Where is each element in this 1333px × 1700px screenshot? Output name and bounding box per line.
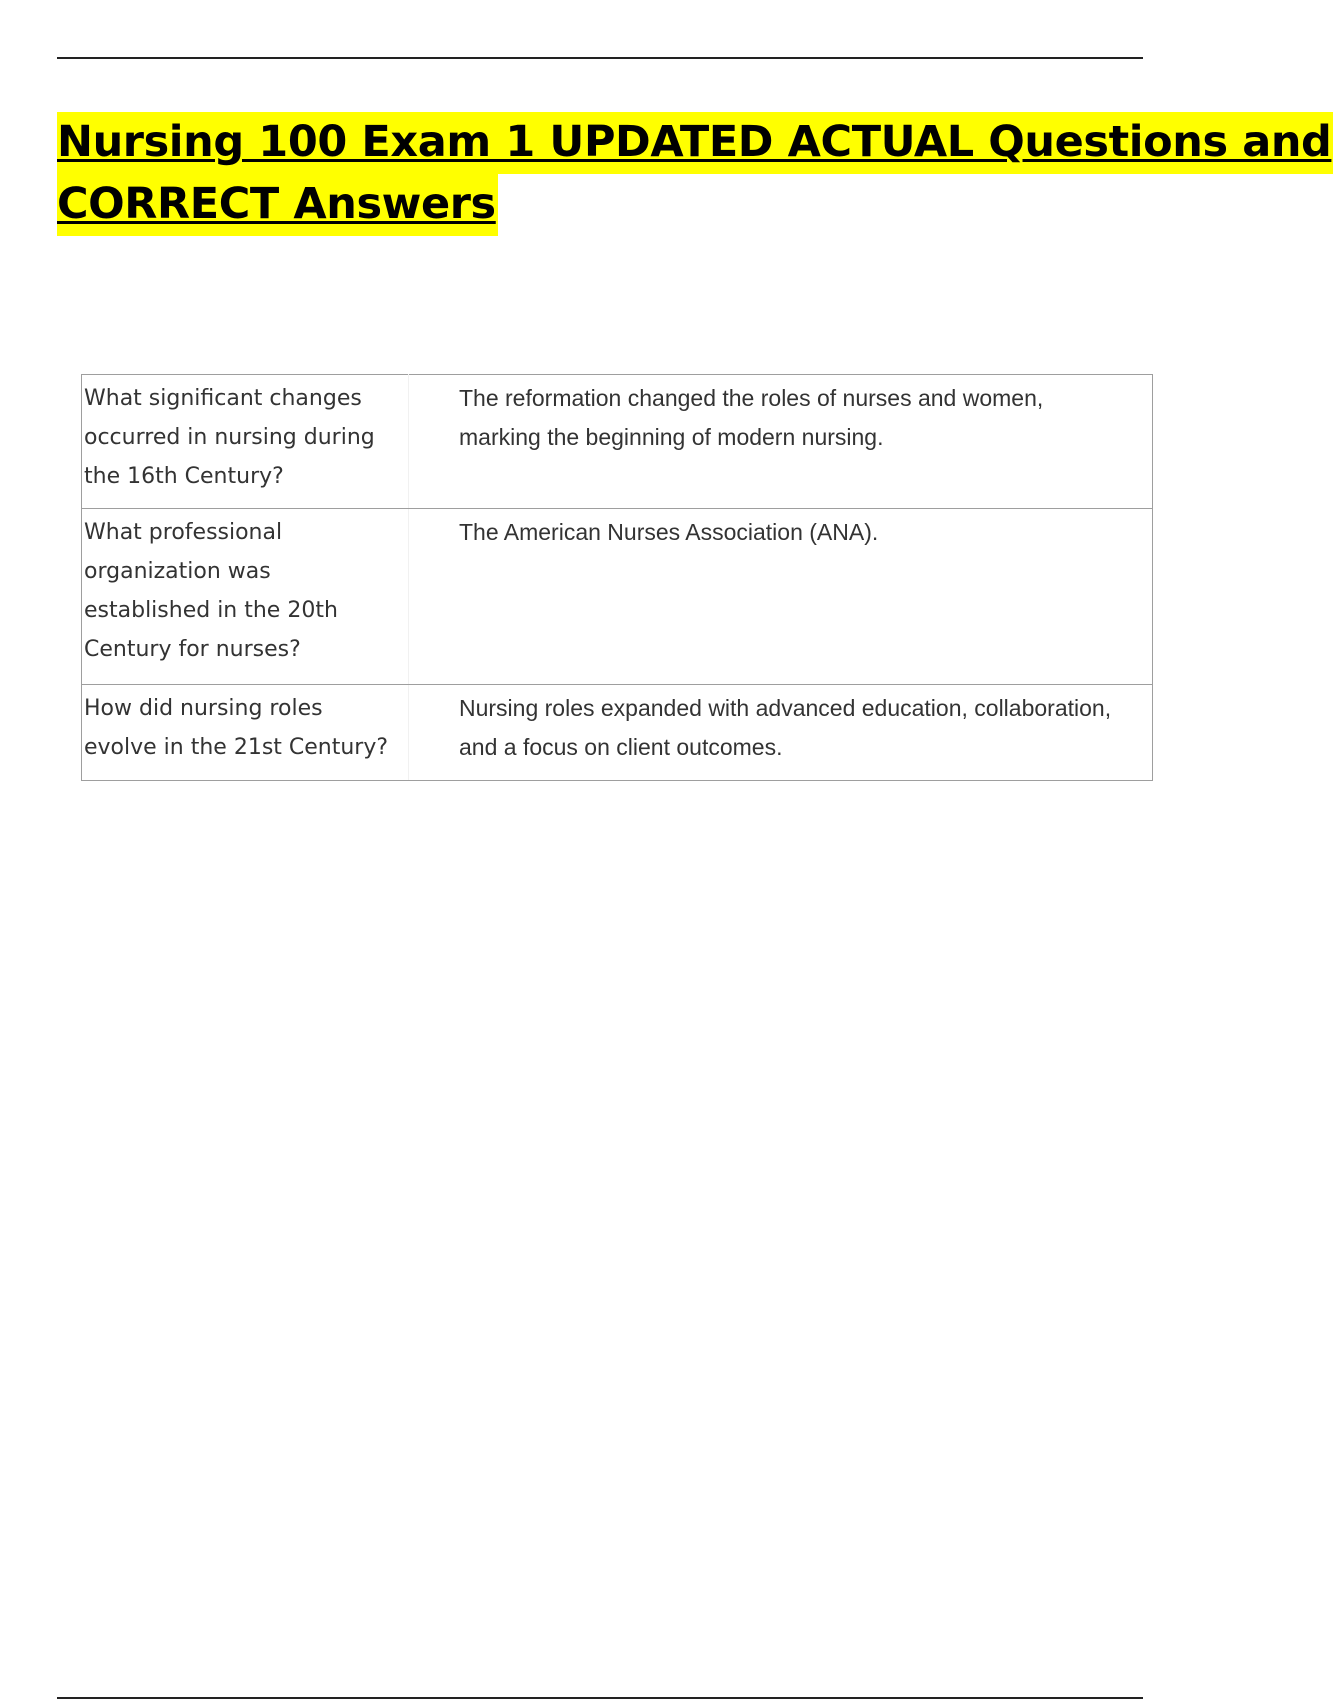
table-row (82, 375, 1153, 509)
title-line-2-wrap (57, 174, 1200, 236)
table-row (82, 685, 1153, 781)
title-line-1: Nursing 100 Exam 1 UPDATED ACTUAL Questions and (57, 112, 1333, 174)
question-cell: What professional organization was established in the 20th Century for nurses? (82, 509, 409, 685)
document-title (57, 112, 1332, 236)
footer-rule (57, 1697, 1143, 1699)
answer-cell: The American Nurses Association (ANA). (409, 509, 1153, 685)
question-cell: What significant changes occurred in nursing during the 16th Century? (82, 375, 409, 509)
qa-table (81, 374, 1153, 781)
header-rule (57, 57, 1143, 59)
table-row (82, 509, 1153, 685)
title-line-2: CORRECT Answers (57, 174, 498, 236)
answer-cell: Nursing roles expanded with advanced education, collaboration, and a focus on client outcomes. (409, 685, 1153, 781)
question-cell: How did nursing roles evolve in the 21st Century? (82, 685, 409, 781)
title-line-1-wrap (57, 112, 1332, 174)
answer-cell: The reformation changed the roles of nurses and women, marking the beginning of modern nursing. (409, 375, 1153, 509)
